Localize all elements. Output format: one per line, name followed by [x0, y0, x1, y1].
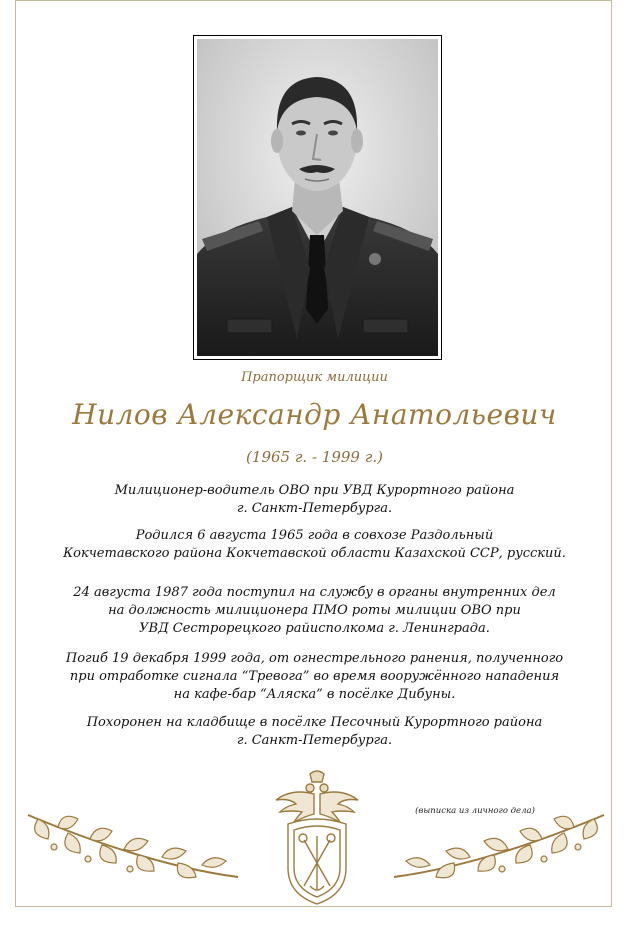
text-line: на кафе-бар “Аляска” в посёлке Дибуны.	[173, 687, 456, 702]
text-line: Погиб 19 декабря 1999 года, от огнестрельного ранения, полученного	[65, 651, 564, 666]
biography-death	[30, 650, 599, 704]
biography-service	[30, 584, 599, 638]
text-line: Кокчетавского района Кокчетавской области Казахской ССР, русский.	[63, 546, 566, 561]
text-line: 24 августа 1987 года поступил на службу в органы внутренних дел	[73, 585, 556, 600]
text-line: Похоронен на кладбище в посёлке Песочный Курортного района	[86, 715, 543, 730]
portrait-photo	[197, 39, 438, 356]
text-line: Милиционер-водитель ОВО при УВД Курортного района	[114, 483, 515, 498]
text-line: УВД Сестрорецкого райисполкома г. Ленинграда.	[139, 621, 490, 636]
rank-title: Прапорщик милиции	[241, 370, 388, 385]
laurel-branch-right-icon	[384, 805, 614, 895]
portrait-frame	[193, 35, 442, 360]
person-name: Нилов Александр Анатольевич	[72, 398, 557, 431]
life-years: (1965 г. - 1999 г.)	[246, 448, 383, 466]
text-line: г. Санкт-Петербурга.	[236, 501, 393, 516]
text-line: при отработке сигнала “Тревога” во время вооружённого нападения	[69, 669, 560, 684]
text-line: г. Санкт-Петербурга.	[236, 733, 393, 748]
police-emblem-icon	[272, 768, 362, 908]
biography-position	[30, 482, 599, 518]
biography-birth	[30, 527, 599, 563]
biography-burial	[30, 714, 599, 750]
laurel-branch-left-icon	[18, 805, 248, 895]
source-note: (выписка из личного дела)	[415, 806, 535, 816]
text-line: Родился 6 августа 1965 года в совхозе Раздольный	[135, 528, 494, 543]
text-line: на должность милиционера ПМО роты милиции ОВО при	[108, 603, 521, 618]
